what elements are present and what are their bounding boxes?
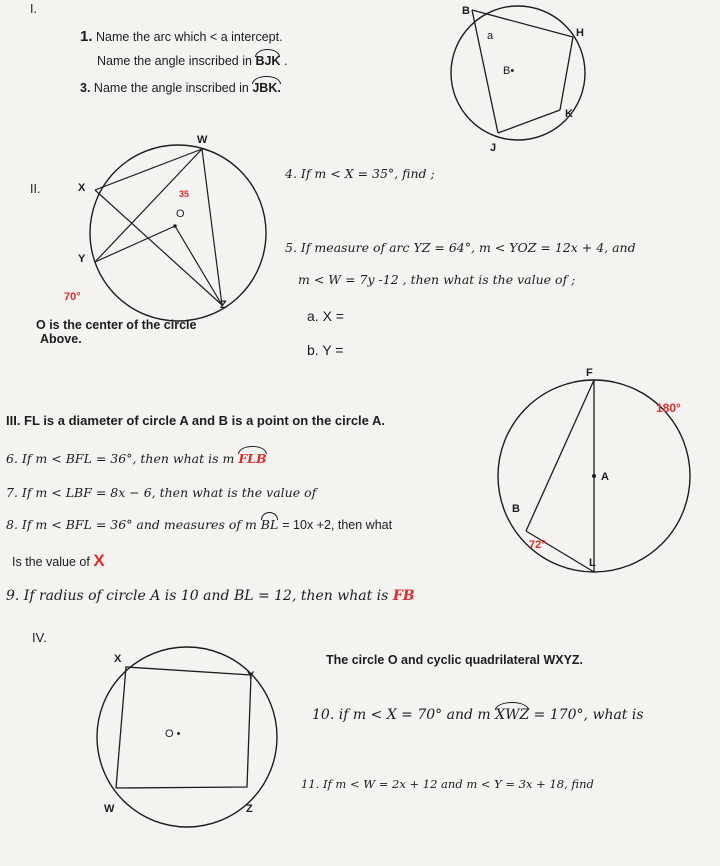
question-8-rest: = 10x +2, then what	[282, 518, 393, 532]
question-9	[6, 588, 415, 604]
radius-oz	[175, 226, 222, 305]
question-10-rest: = 170°, what is	[533, 707, 644, 723]
circle-2	[90, 145, 266, 321]
segment-fb: FB	[392, 588, 415, 604]
arc-xwz: XWZ	[495, 707, 530, 723]
label-center-b: B•	[503, 65, 515, 77]
question-5-line-2: m < W = 7y -12 , then what is the value of ;	[298, 272, 576, 287]
question-5-line-1: 5. If measure of arc YZ = 64°, m < YOZ = 12x + 4, and	[285, 240, 636, 255]
arc-bjk: BJK	[255, 54, 281, 68]
label-y4: Y	[247, 670, 255, 682]
question-2-end: .	[283, 54, 288, 68]
label-h: H	[576, 27, 584, 39]
label-a: a	[487, 30, 494, 42]
figure-2-circle	[64, 134, 266, 321]
arc-bl: BL	[260, 517, 279, 532]
question-4: 4. If m < X = 35°, find ;	[285, 166, 435, 181]
question-6	[6, 451, 267, 466]
figure-1-circle	[451, 5, 585, 154]
question-10	[312, 707, 644, 723]
question-1-text: Name the arc which < a intercept.	[96, 30, 283, 44]
chord-wz	[202, 149, 222, 305]
label-o: O	[176, 208, 185, 220]
label-a: A	[601, 471, 609, 483]
question-6-text: 6. If m < BFL = 36°, then what is m	[6, 451, 235, 466]
section-4-intro: The circle O and cyclic quadrilateral WXYZ.	[326, 653, 584, 667]
question-1-number: 1.	[80, 28, 93, 45]
question-8b-text: Is the value of	[12, 555, 90, 569]
section-2-numeral: II.	[30, 182, 41, 196]
chord-hk	[560, 37, 573, 110]
question-8	[6, 517, 392, 532]
label-y: Y	[78, 253, 86, 265]
chord-bj	[472, 10, 498, 133]
center-a-dot	[592, 474, 596, 478]
section-1-numeral: I.	[30, 2, 37, 16]
label-x4: X	[114, 653, 122, 665]
label-f: F	[586, 367, 593, 379]
label-j: J	[490, 142, 497, 154]
chord-xw	[95, 149, 202, 190]
center-o-dot	[173, 224, 177, 228]
label-k: K	[565, 108, 573, 120]
x-variable: X	[93, 551, 105, 570]
question-5b: b. Y =	[307, 342, 344, 358]
label-x: X	[78, 182, 86, 194]
label-angle-72: 72°	[529, 539, 546, 551]
question-10-text: 10. if m < X = 70° and m	[312, 707, 491, 723]
label-w: W	[197, 134, 208, 146]
radius-oy	[95, 226, 175, 262]
chord-jk	[498, 110, 560, 133]
question-3-text: Name the angle inscribed in	[93, 81, 249, 95]
question-7: 7. If m < LBF = 8x − 6, then what is the value of	[6, 485, 317, 500]
label-angle-70: 70°	[64, 291, 81, 303]
label-b3: B	[512, 503, 520, 515]
quadrilateral-wxyz	[116, 667, 251, 788]
figure-4-circle	[97, 647, 277, 827]
label-b: B	[462, 5, 470, 17]
section-4-numeral: IV.	[32, 630, 47, 645]
question-9-text: 9. If radius of circle A is 10 and BL = 12, then what is	[6, 588, 389, 604]
chord-xz	[95, 190, 222, 305]
chord-fb	[526, 380, 594, 531]
label-z: Z	[220, 299, 227, 311]
question-3-number: 3.	[80, 81, 91, 95]
arc-flb: FLB	[238, 451, 267, 466]
section-3-heading: III. FL is a diameter of circle A and B is a point on the circle A.	[6, 413, 386, 428]
label-l: L	[589, 557, 596, 569]
caption-line-2: Above.	[40, 332, 82, 346]
question-2-text: Name the angle inscribed in	[97, 54, 252, 68]
caption-line-1: O is the center of the circle	[36, 318, 197, 332]
question-8b	[12, 551, 105, 571]
question-11: 11. If m < W = 2x + 12 and m < Y = 3x + 18, find	[301, 777, 594, 791]
label-angle-180: 180°	[656, 401, 681, 415]
label-z4: Z	[246, 803, 253, 815]
question-5a: a. X =	[307, 308, 344, 324]
label-o4: O •	[165, 728, 181, 740]
question-8-text: 8. If m < BFL = 36° and measures of m	[6, 517, 257, 532]
label-angle-35: 35	[179, 189, 190, 199]
arc-jbk: JBK.	[252, 81, 281, 95]
figure-3-circle	[498, 367, 690, 572]
label-w4: W	[104, 803, 115, 815]
